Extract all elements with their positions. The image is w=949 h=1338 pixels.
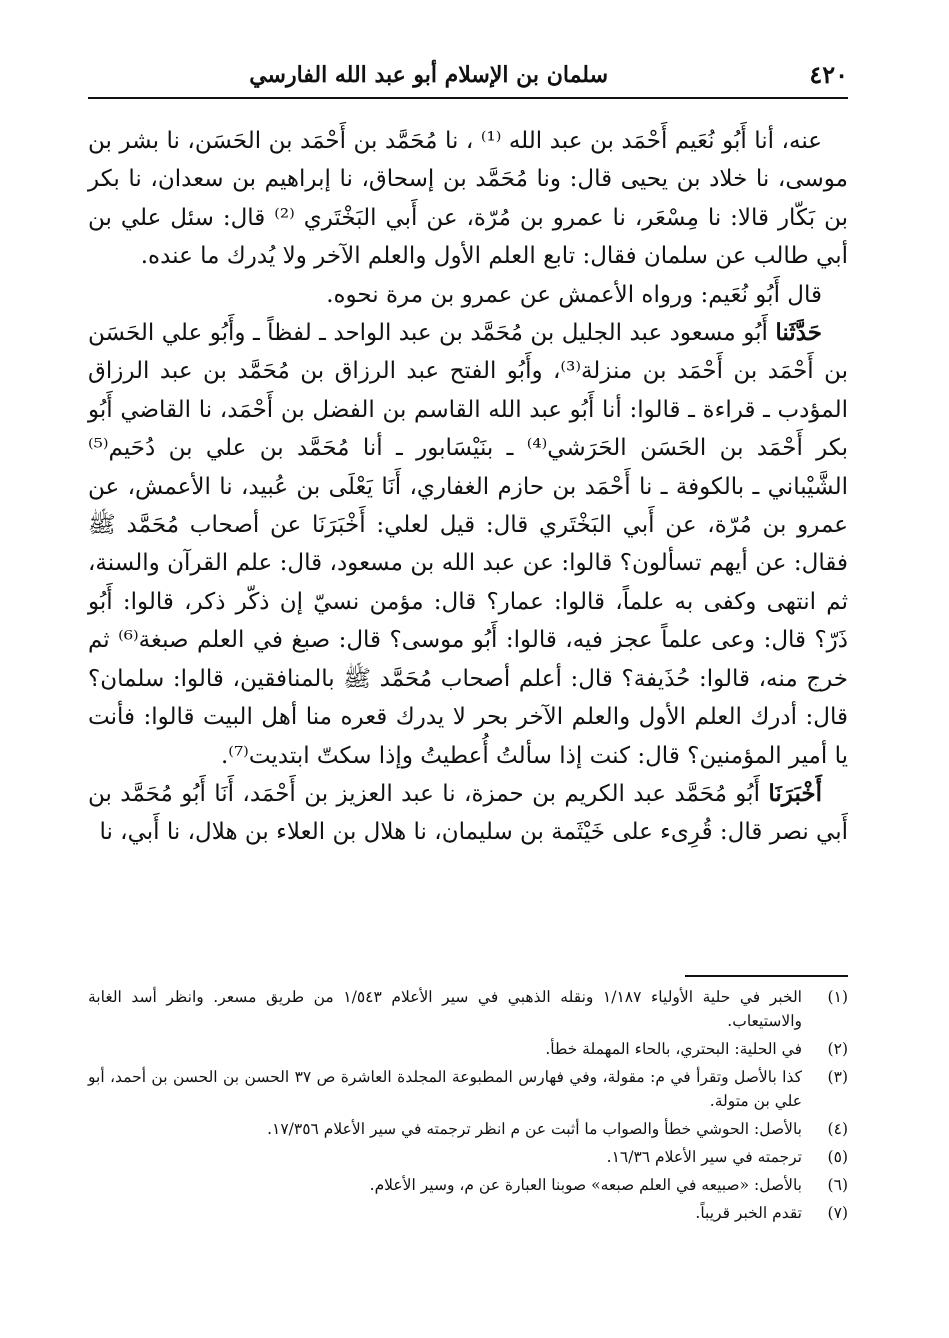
- footnote-number: (٦): [827, 1176, 848, 1194]
- paragraph-3-text: أَبُو مسعود عبد الجليل بن مُحَمَّد بن عبد الواحد ـ لفظاً ـ وأَبُو علي الحَسَن بن أَحْمَد بن أَحْمَد بن منزلة⁽³⁾، وأَبُو الفتح عبد الرزاق بن مُحَمَّد بن عبد الرزاق المؤدب ـ قراءة ـ قالوا: أنا أَبُو عبد الله القاسم بن الفضل بن أَحْمَد، نا القاضي أَبُو بكر أَحْمَد بن الحَسَن الحَرَشي⁽⁴⁾ ـ بنَيْسَابور ـ أنا مُحَمَّد بن علي بن دُحَيم⁽⁵⁾ الشَّيْباني ـ بالكوفة ـ نا أَحْمَد بن حازم الغفاري، أَنَا يَعْلَى بن عُبيد، نا الأعمش، عن عمرو بن مُرّة، عن أَبي البَخْتَري قال: قيل لعلي: أَخْبَرَنَا عن أصحاب مُحَمَّد ﷺ فقال: عن أيهم تسألون؟ قالوا: عن عبد الله بن مسعود، قال: علم القرآن والسنة، ثم انتهى وكفى به علماً، قالوا: عمار؟ قال: مؤمن نسيّ إن ذكّر ذكر، قالوا: أَبُو ذَرّ؟ قال: وعى علماً عجز فيه، قالوا: أَبُو موسى؟ قال: صبغ في العلم صبغة⁽⁶⁾ ثم خرج منه، قالوا: حُذَيفة؟ قال: أعلم أصحاب مُحَمَّد ﷺ بالمنافقين، قالوا: سلمان؟ قال: أدرك العلم الأول والعلم الآخر بحر لا يدرك قعره منا أهل البيت قالوا: فأنت يا أمير المؤمنين؟ قال: كنت إذا سألتُ أُعطيتُ وإذا سكتّ ابتديت⁽⁷⁾.: [88, 320, 849, 769]
- paragraph-3: [88, 314, 848, 775]
- paragraph-2: قال أَبُو نُعَيم: ورواه الأعمش عن عمرو بن مرة نحوه.: [326, 281, 822, 308]
- footnote: [88, 1173, 848, 1197]
- footnote-number: (٣): [827, 1068, 848, 1086]
- footnotes: [88, 985, 848, 1229]
- footnote: [88, 1201, 848, 1225]
- footnote-text: ترجمته في سير الأعلام ١٦/٣٦.: [606, 1148, 802, 1166]
- footnote-number: (٤): [827, 1120, 848, 1138]
- footnote: [88, 1145, 848, 1169]
- paragraph-3-lead: حَدَّثَنا: [775, 319, 822, 347]
- footnote-number: (٢): [827, 1040, 848, 1058]
- footnote-number: (٧): [827, 1204, 848, 1222]
- footnote-text: الخبر في حلية الأولياء ١/١٨٧ ونقله الذهبي في سير الأعلام ١/٥٤٣ من طريق مسعر. وانظر أسد الغابة والاستيعاب.: [88, 988, 802, 1030]
- footnote-number: (٥): [827, 1148, 848, 1166]
- running-title: سلمان بن الإسلام أبو عبد الله الفارسي: [249, 62, 608, 88]
- footnote: [88, 1037, 848, 1061]
- paragraph-4-lead: أَخْبَرَنَا: [768, 779, 822, 807]
- footnote: [88, 1065, 848, 1113]
- footnote-rule: [685, 975, 848, 977]
- footnote-text: بالأصل: «صبيعه في العلم صبعه» صوبنا العبارة عن م، وسير الأعلام.: [369, 1176, 802, 1194]
- footnote: [88, 1117, 848, 1141]
- footnote-text: بالأصل: الحوشي خطأ والصواب ما أثبت عن م انظر ترجمته في سير الأعلام ١٧/٣٥٦.: [267, 1120, 802, 1138]
- footnote-text: تقدم الخبر قريباً.: [695, 1204, 802, 1222]
- header-rule: [88, 97, 848, 99]
- page-header: [88, 60, 848, 92]
- page-number: ٤٢٠: [809, 60, 848, 89]
- paragraph-1: عنه، أنا أَبُو نُعَيم أَحْمَد بن عبد الله ⁽¹⁾ ، نا مُحَمَّد بن أَحْمَد بن الحَسَن، نا بشر بن موسى، نا خلاد بن يحيى قال: ونا مُحَمَّد بن إسحاق، نا إبراهيم بن سعدان، نا بكر بن بَكّار قالا: نا مِسْعَر، نا عمرو بن مُرّة، عن أَبي البَخْتَري ⁽²⁾ قال: سئل علي بن أبي طالب عن سلمان فقال: تابع العلم الأول والعلم الآخر ولا يُدرك ما عنده.: [88, 128, 849, 270]
- footnote-text: في الحلية: البحتري، بالحاء المهملة خطأ.: [545, 1040, 802, 1058]
- main-text: [88, 122, 848, 852]
- footnote-text: كذا بالأصل وتقرأ في م: مقولة، وفي فهارس المطبوعة المجلدة العاشرة ص ٣٧ الحسن بن الحسن بن أحمد، أبو علي بن متولة.: [88, 1068, 802, 1110]
- paragraph-4-text: أَبُو مُحَمَّد عبد الكريم بن حمزة، نا عبد العزيز بن أَحْمَد، أَنَا أَبُو مُحَمَّد بن أَبي نصر قال: قُرِىء على خَيْثَمة بن سليمان، نا هلال بن العلاء بن هلال، نا أَبي، نا: [88, 780, 848, 846]
- footnote: [88, 985, 848, 1033]
- paragraph-4: [88, 775, 848, 852]
- footnote-number: (١): [827, 988, 848, 1006]
